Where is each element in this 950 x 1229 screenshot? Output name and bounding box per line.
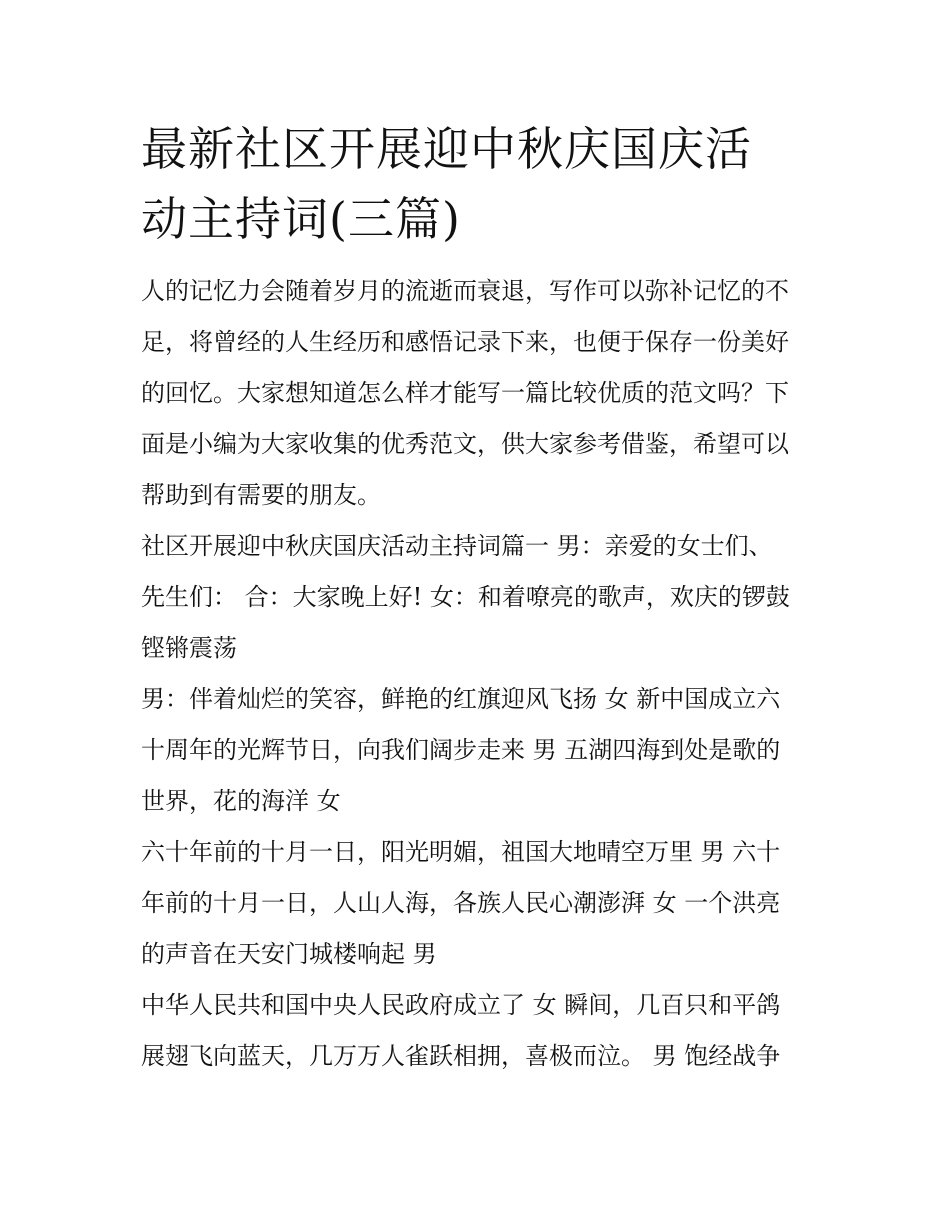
text-line: 世界，花的海洋 女 xyxy=(141,787,341,815)
document-body xyxy=(141,266,813,1082)
text-line: 人的记忆力会随着岁月的流逝而衰退，写作可以弥补记忆的不 xyxy=(141,277,789,305)
text-line: 年前的十月一日，人山人海，各族人民心潮澎湃 女 一个洪亮 xyxy=(141,889,781,917)
text-line: 社区开展迎中秋庆国庆活动主持词篇一 男：亲爱的女士们、 xyxy=(141,532,773,560)
text-line: 铿锵震荡 xyxy=(141,634,237,662)
paragraph-section-one xyxy=(141,521,813,674)
text-line: 六十年前的十月一日，阳光明媚，祖国大地晴空万里 男 六十 xyxy=(141,838,781,866)
paragraph-dialogue-1 xyxy=(141,674,813,827)
text-line: 男：伴着灿烂的笑容，鲜艳的红旗迎风飞扬 女 新中国成立六 xyxy=(141,685,781,713)
text-line: 的声音在天安门城楼响起 男 xyxy=(141,940,437,968)
text-line: 的回忆。大家想知道怎么样才能写一篇比较优质的范文吗？下 xyxy=(141,379,789,407)
text-line: 中华人民共和国中央人民政府成立了 女 瞬间，几百只和平鸽 xyxy=(141,991,781,1019)
text-line: 足，将曾经的人生经历和感悟记录下来，也便于保存一份美好 xyxy=(141,328,789,356)
text-line: 面是小编为大家收集的优秀范文，供大家参考借鉴，希望可以 xyxy=(141,430,789,458)
text-line: 帮助到有需要的朋友。 xyxy=(141,481,381,509)
document-content xyxy=(141,114,813,1082)
paragraph-dialogue-3 xyxy=(141,980,813,1082)
paragraph-intro xyxy=(141,266,813,521)
title-line: 最新社区开展迎中秋庆国庆活 xyxy=(141,122,752,176)
text-line: 十周年的光辉节日，向我们阔步走来 男 五湖四海到处是歌的 xyxy=(141,736,781,764)
paragraph-dialogue-2 xyxy=(141,827,813,980)
title-line: 动主持词(三篇) xyxy=(141,192,461,246)
document-title xyxy=(141,114,813,254)
text-line: 展翅飞向蓝天，几万万人雀跃相拥，喜极而泣。 男 饱经战争 xyxy=(141,1042,781,1070)
text-line: 先生们： 合：大家晚上好! 女：和着嘹亮的歌声，欢庆的锣鼓 xyxy=(141,583,790,611)
